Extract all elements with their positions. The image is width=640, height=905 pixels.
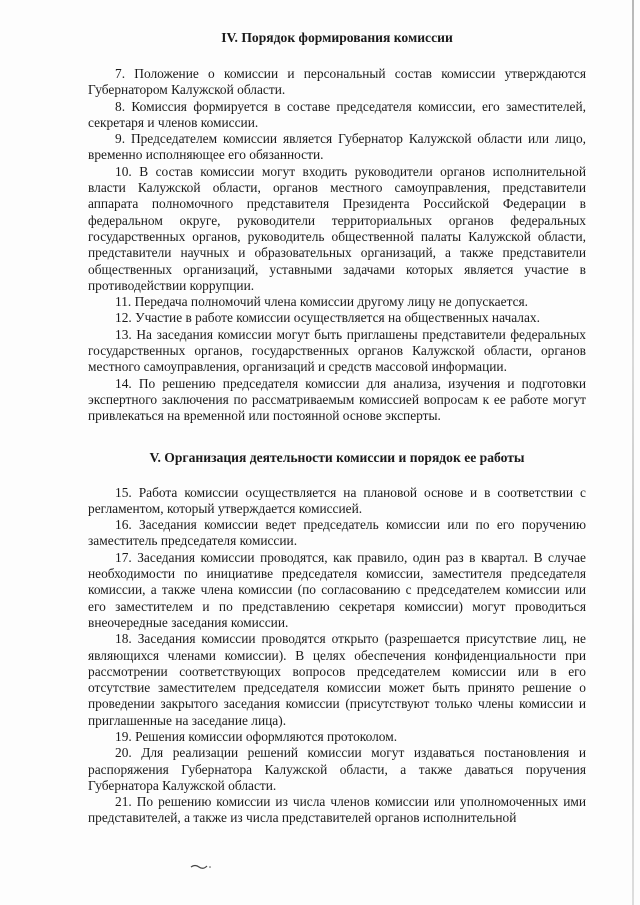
paragraph-8: 8. Комиссия формируется в составе председателя комиссии, его заместителей, секретаря и членов комиссии.: [88, 98, 586, 130]
paragraph-20: 20. Для реализации решений комиссии могут издаваться постановления и распоряжения Губернатора Калужской области, а также даваться поручения Губернатора Калужской области.: [88, 745, 586, 793]
paragraph-18: 18. Заседания комиссии проводятся открыто (разрешается присутствие лиц, не являющихся членами комиссии). В целях обеспечения конфиденциальности при рассмотрении соответствующих вопросов председателем комиссии или в его отсутствие заместителем председателя комиссии может быть принято решение о проведении закрытого заседания комиссии (присутствуют только члены комиссии и приглашенные на заседание лица).: [88, 631, 586, 728]
paragraph-13: 13. На заседания комиссии могут быть приглашены представители федеральных государственных органов, государственных органов Калужской области, органов местного самоуправления, организаций и средств массовой информации.: [88, 326, 586, 375]
paragraph-21: 21. По решению комиссии из числа членов комиссии или уполномоченных ими представителей, а также из числа представителей органов исполнительной: [88, 794, 586, 826]
pen-mark: [190, 862, 212, 870]
section-5-paragraphs: [88, 485, 586, 827]
paragraph-17: 17. Заседания комиссии проводятся, как правило, один раз в квартал. В случае необходимости по инициативе председателя комиссии, заместителя председателя комиссии, а также члена комиссии (по согласованию с председателем комиссии или его заместителем и по представлению секретаря комиссии) могут проводиться внеочередные заседания комиссии.: [88, 549, 586, 630]
paragraph-12: 12. Участие в работе комиссии осуществляется на общественных началах.: [115, 310, 540, 326]
paragraph-9: 9. Председателем комиссии является Губернатор Калужской области или лицо, временно исполняющее его обязанности.: [88, 131, 586, 163]
paragraph-16: 16. Заседания комиссии ведет председатель комиссии или по его поручению заместитель председателя комиссии.: [88, 517, 586, 549]
scan-edge-line: [632, 0, 634, 905]
paragraph-15: 15. Работа комиссии осуществляется на плановой основе и в соответствии с регламентом, который утверждается комиссией.: [88, 484, 586, 516]
section-5-heading: V. Организация деятельности комиссии и порядок ее работы: [149, 449, 525, 465]
paragraph-14: 14. По решению председателя комиссии для анализа, изучения и подготовки экспертного заключения по рассматриваемым комиссией вопросам к ее работе могут привлекаться на временной или постоянной основе эксперты.: [88, 375, 586, 424]
paragraph-7: 7. Положение о комиссии и персональный состав комиссии утверждаются Губернатором Калужской области.: [88, 66, 586, 98]
paragraph-11: 11. Передача полномочий члена комиссии другому лицу не допускается.: [115, 294, 529, 310]
section-4-heading: IV. Порядок формирования комиссии: [221, 30, 453, 45]
document-body: [88, 30, 586, 827]
paragraph-10: 10. В состав комиссии могут входить руководители органов исполнительной власти Калужской области, органов местного самоуправления, представители аппарата полномочного представителя Президента Российской Федерации в федеральном округе, руководители территориальных органов федеральных государственных органов, руководитель общественной палаты Калужской области, представители научных и образовательных организаций, а также представители общественных организаций, уставными задачами которых является участие в противодействии коррупции.: [88, 163, 586, 293]
paragraph-19: 19. Решения комиссии оформляются протоколом.: [115, 728, 398, 744]
section-4-paragraphs: [88, 66, 586, 425]
